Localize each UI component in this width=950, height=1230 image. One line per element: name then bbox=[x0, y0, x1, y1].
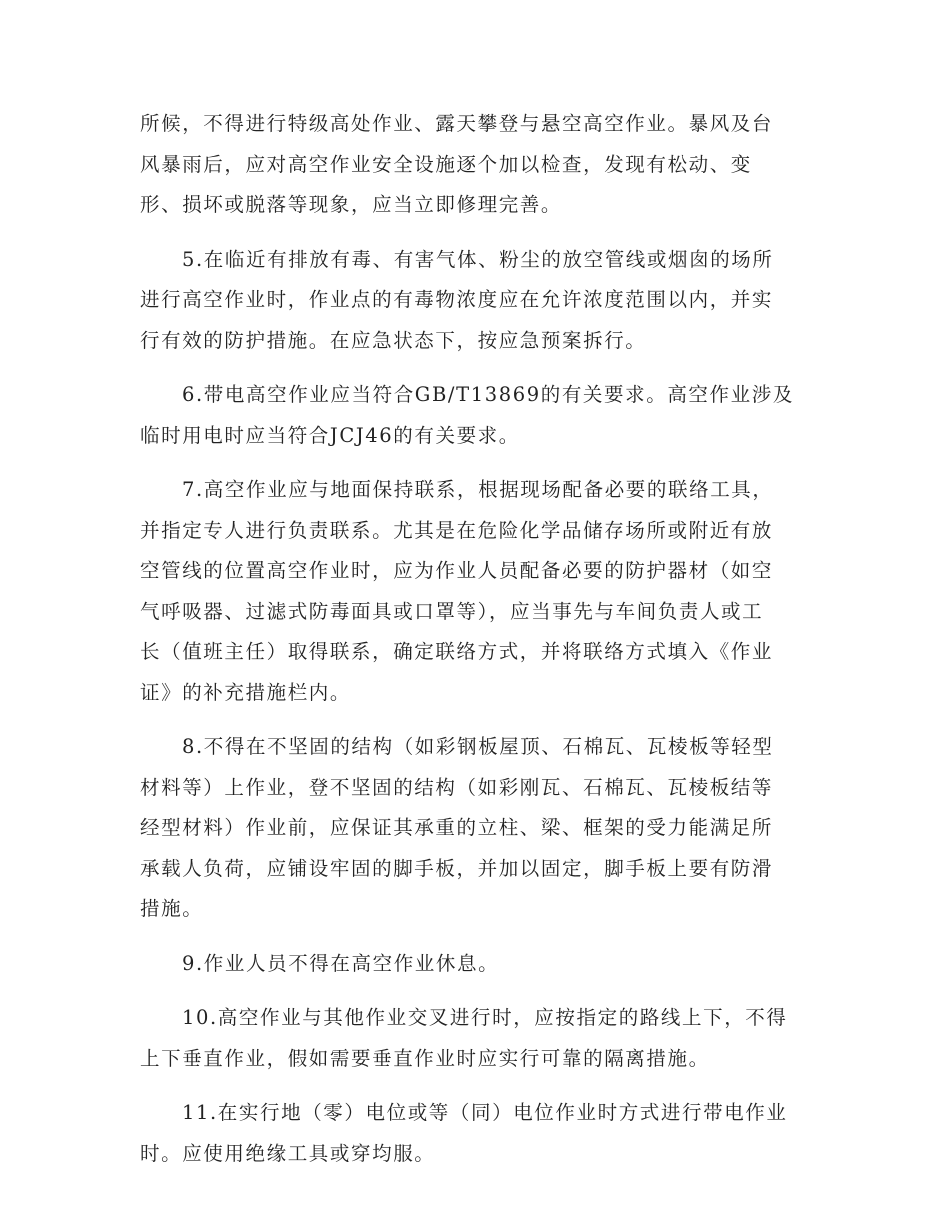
text-line: 所候，不得进行特级高处作业、露天攀登与悬空高空作业。暴风及台 bbox=[140, 112, 774, 135]
text-line: 风暴雨后，应对高空作业安全设施逐个加以检查，发现有松动、变 bbox=[140, 152, 752, 176]
paragraph-spacer bbox=[140, 984, 820, 998]
paragraph-spacer bbox=[140, 713, 820, 727]
text-line: 上下垂直作业，假如需要垂直作业时应实行可靠的隔离措施。 bbox=[140, 1046, 710, 1070]
paragraph-item-6 bbox=[140, 375, 820, 456]
text-line: 气呼吸器、过滤式防毒面具或口罩等），应当事先与车间负责人或工 bbox=[140, 599, 764, 623]
paragraph-item-9 bbox=[140, 944, 820, 985]
text-line: 9.作业人员不得在高空作业休息。 bbox=[182, 951, 500, 975]
paragraph-spacer bbox=[140, 1079, 820, 1093]
paragraph-item-10 bbox=[140, 998, 820, 1079]
text-line: 5.在临近有排放有毒、有害气体、粉尘的放空管线或烟囱的场所 bbox=[182, 247, 774, 271]
paragraph-item-7 bbox=[140, 470, 820, 713]
paragraph-item-5 bbox=[140, 240, 820, 362]
document-body bbox=[140, 104, 820, 1174]
text-line: 6.带电高空作业应当符合GB/T13869的有关要求。高空作业涉及 bbox=[182, 383, 794, 406]
text-line: 11.在实行地（零）电位或等（同）电位作业时方式进行带电作业 bbox=[182, 1101, 788, 1124]
text-line: 证》的补充措施栏内。 bbox=[140, 680, 352, 704]
text-line: 临时用电时应当符合JCJ46的有关要求。 bbox=[140, 423, 520, 447]
paragraph-continuation bbox=[140, 104, 820, 226]
text-line: 措施。 bbox=[140, 897, 204, 920]
text-line: 行有效的防护措施。在应急状态下，按应急预案拆行。 bbox=[140, 328, 647, 352]
text-line: 10.高空作业与其他作业交叉进行时，应按指定的路线上下，不得 bbox=[182, 1006, 788, 1029]
text-line: 进行高空作业时，作业点的有毒物浓度应在允许浓度范围以内，并实 bbox=[140, 288, 774, 311]
text-line: 形、损坏或脱落等现象，应当立即修理完善。 bbox=[140, 193, 563, 216]
text-line: 经型材料）作业前，应保证其承重的立柱、梁、框架的受力能满足所 bbox=[140, 816, 774, 839]
paragraph-spacer bbox=[140, 930, 820, 944]
text-line: 长（值班主任）取得联系，确定联络方式，并将联络方式填入《作业 bbox=[140, 640, 774, 663]
paragraph-item-11 bbox=[140, 1093, 820, 1174]
text-line: 7.高空作业应与地面保持联系，根据现场配备必要的联络工具， bbox=[182, 478, 774, 501]
text-line: 时。应使用绝缘工具或穿均服。 bbox=[140, 1141, 436, 1165]
text-line: 并指定专人进行负责联系。尤其是在危险化学品储存场所或附近有放 bbox=[140, 518, 774, 542]
text-line: 8.不得在不坚固的结构（如彩钢板屋顶、石棉瓦、瓦棱板等轻型 bbox=[182, 735, 774, 758]
paragraph-spacer bbox=[140, 361, 820, 375]
text-line: 材料等）上作业，登不坚固的结构（如彩刚瓦、石棉瓦、瓦棱板结等 bbox=[140, 775, 774, 799]
paragraph-spacer bbox=[140, 226, 820, 240]
paragraph-spacer bbox=[140, 456, 820, 470]
text-line: 空管线的位置高空作业时，应为作业人员配备必要的防护器材（如空 bbox=[140, 559, 774, 582]
paragraph-item-8 bbox=[140, 727, 820, 930]
text-line: 承载人负荷，应铺设牢固的脚手板，并加以固定，脚手板上要有防滑 bbox=[140, 856, 774, 880]
